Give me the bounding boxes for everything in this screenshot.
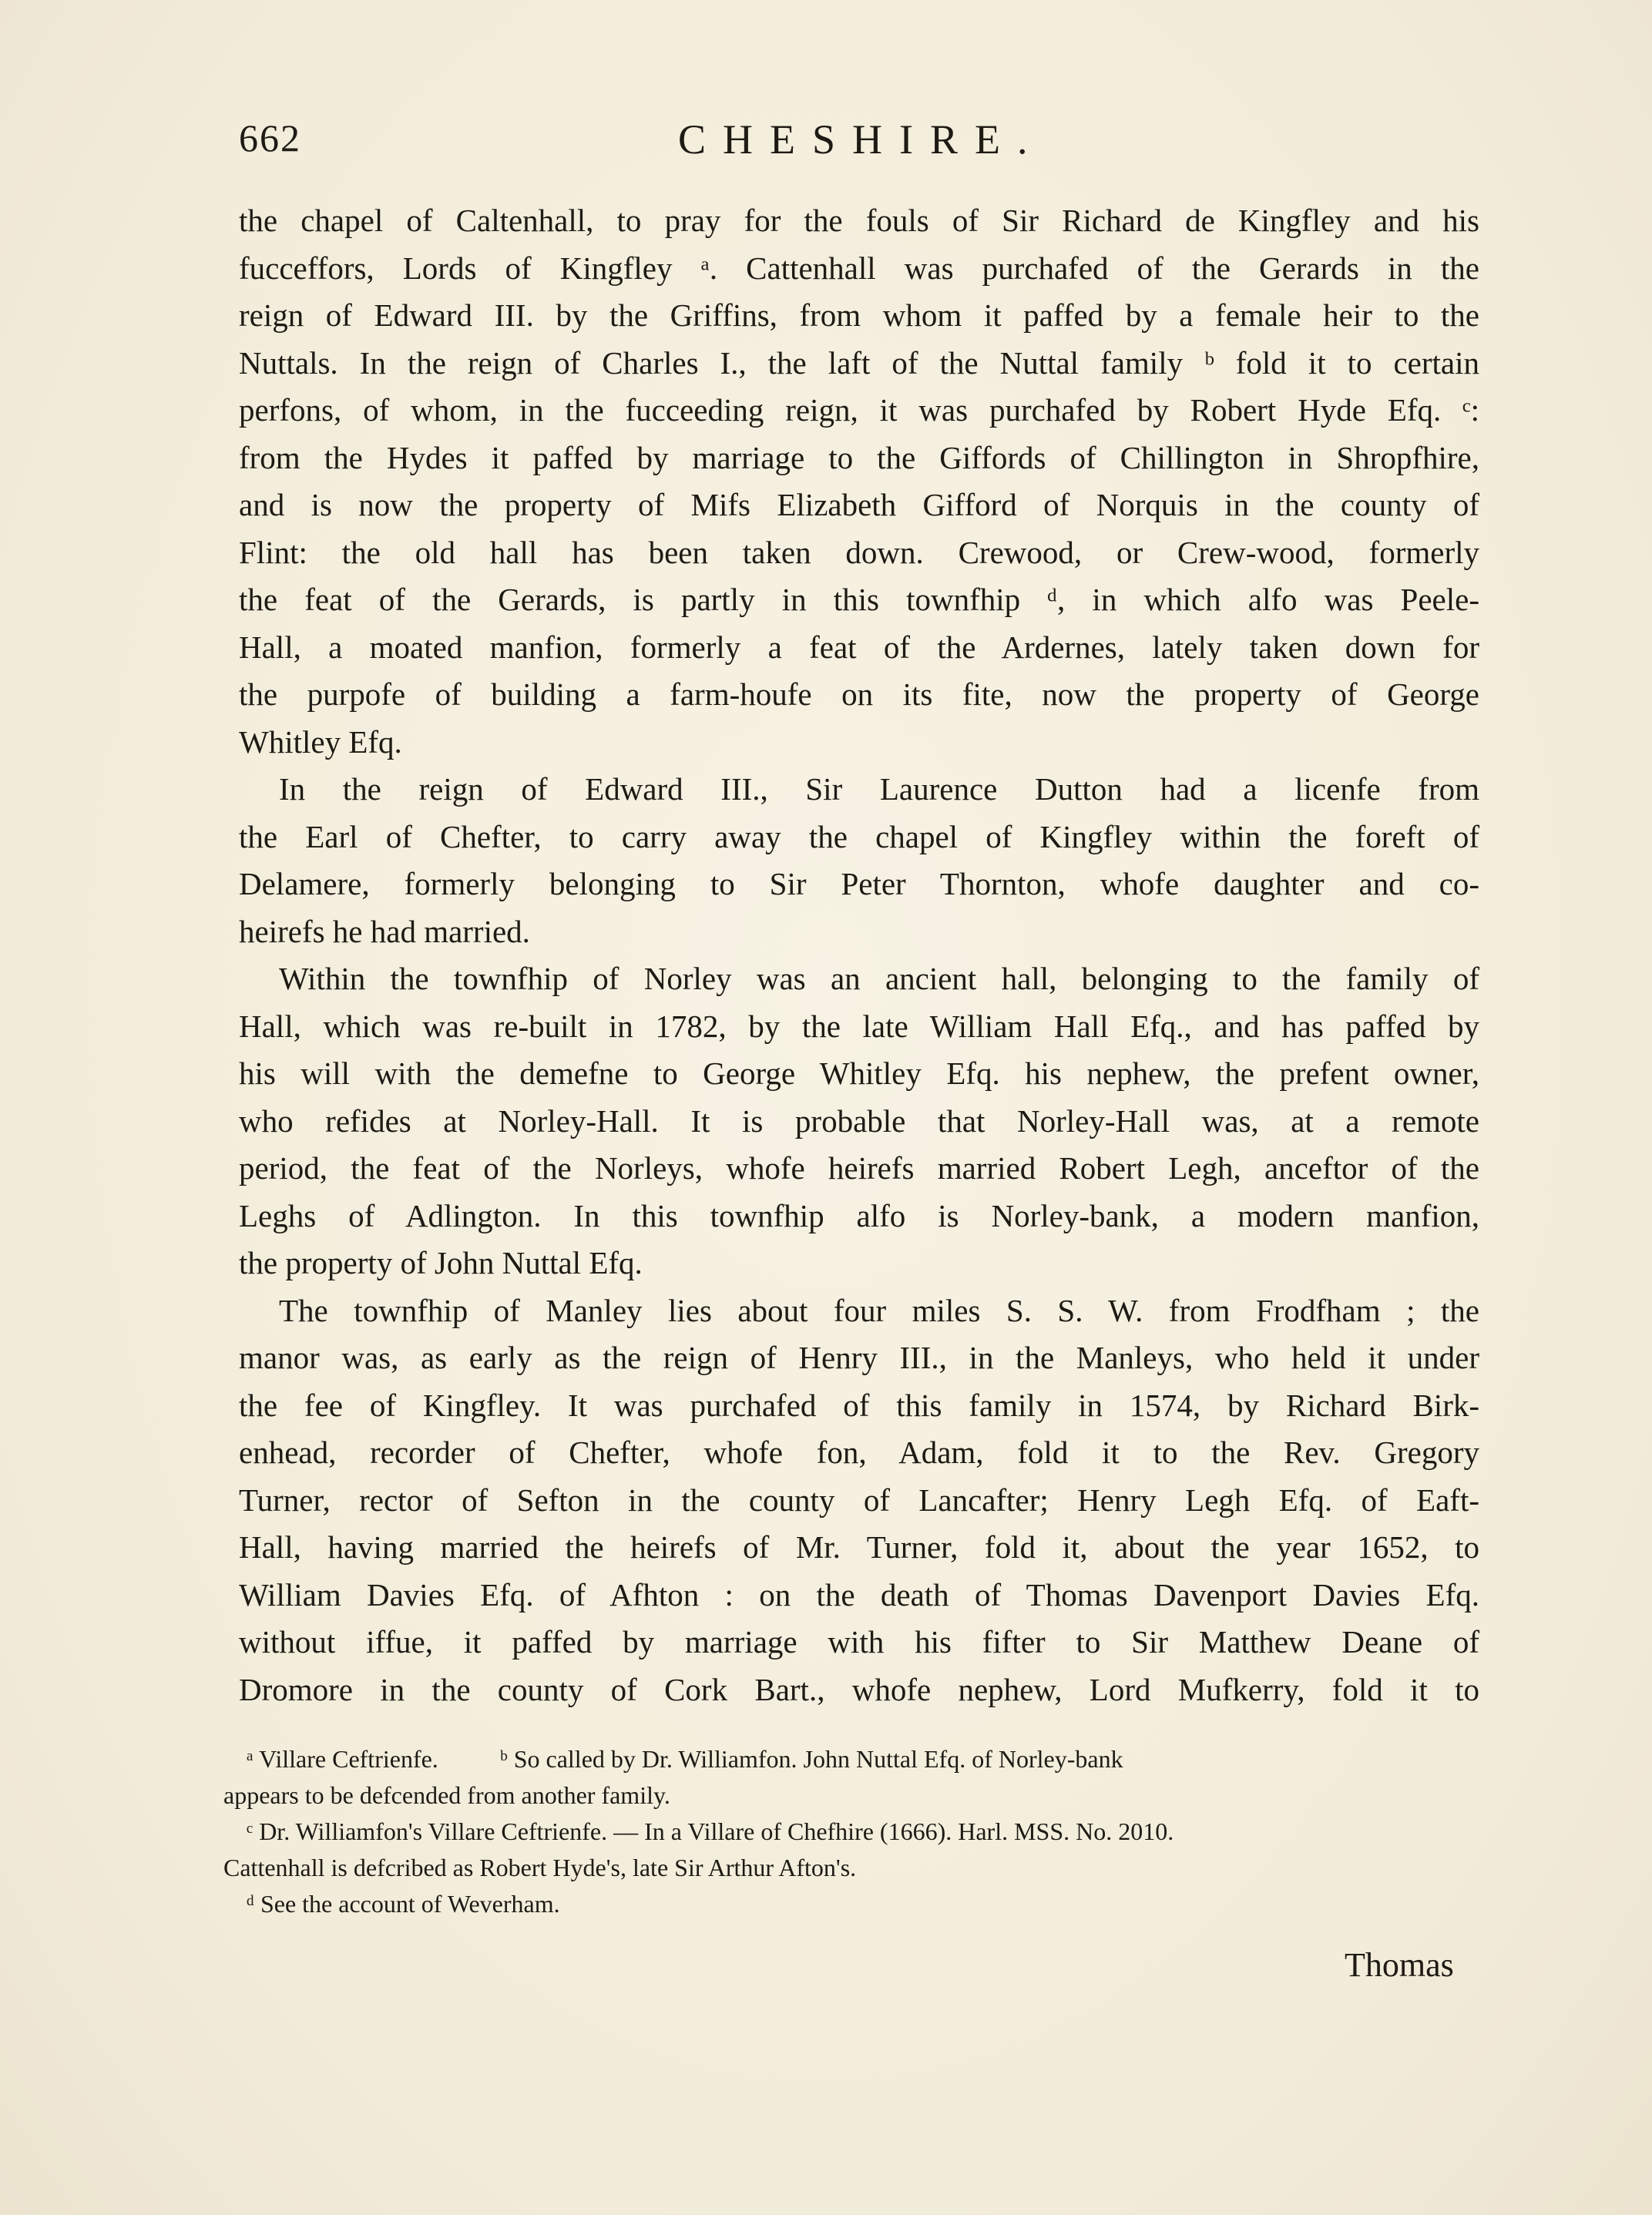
text-line: his will with the demefne to George Whitley Efq. his nephew, the prefent owner, bbox=[239, 1055, 1479, 1091]
text-line: William Davies Efq. of Afhton : on the death of Thomas Davenport Davies Efq. bbox=[239, 1576, 1479, 1613]
text-line: manor was, as early as the reign of Henry III., in the Manleys, who held it under bbox=[239, 1340, 1479, 1375]
text-line: Flint: the old hall has been taken down. Crewood, or Crew-wood, formerly bbox=[239, 534, 1479, 570]
catchword: Thomas bbox=[1345, 1946, 1454, 1984]
text-line: Dromore in the county of Cork Bart., whofe nephew, Lord Mufkerry, fold it to bbox=[239, 1671, 1479, 1707]
text-line: the fee of Kingfley. It was purchafed of this family in 1574, by Richard Birk- bbox=[239, 1387, 1479, 1423]
paragraph-start-line: Within the townfhip of Norley was an ancient hall, belonging to the family of bbox=[279, 961, 1479, 996]
text-line: Hall, a moated manfion, formerly a feat of the Ardernes, lately taken down for bbox=[239, 629, 1479, 665]
text-line: who refides at Norley-Hall. It is probable that Norley-Hall was, at a remote bbox=[239, 1102, 1479, 1139]
text-line: fucceffors, Lords of Kingfley ᵃ. Cattenhall was purchafed of the Gerards in the bbox=[239, 250, 1479, 286]
text-line: from the Hydes it paffed by marriage to the Giffords of Chillington in Shropfhire, bbox=[239, 439, 1479, 475]
text-line: Hall, having married the heirefs of Mr. Turner, fold it, about the year 1652, to bbox=[239, 1529, 1479, 1565]
footnotes bbox=[223, 1741, 1479, 1922]
paragraph-start-line: In the reign of Edward III., Sir Laurence Dutton had a licenfe from bbox=[279, 771, 1479, 807]
text-line: Whitley Efq. bbox=[239, 723, 402, 760]
text-line: heirefs he had married. bbox=[239, 913, 530, 949]
text-line: without iffue, it paffed by marriage with his fifter to Sir Matthew Deane of bbox=[239, 1624, 1479, 1660]
footnote-line: ᵈ See the account of Weverham. bbox=[247, 1890, 560, 1918]
text-line: perfons, of whom, in the fucceeding reign, it was purchafed by Robert Hyde Efq. ᶜ: bbox=[239, 392, 1479, 428]
text-line: Nuttals. In the reign of Charles I., the laft of the Nuttal family ᵇ fold it to certain bbox=[239, 344, 1479, 381]
paragraph-start-line: The townfhip of Manley lies about four miles S. S. W. from Frodfham ; the bbox=[279, 1292, 1479, 1328]
text-line: enhead, recorder of Chefter, whofe fon, Adam, fold it to the Rev. Gregory bbox=[239, 1435, 1479, 1470]
text-line: Turner, rector of Sefton in the county of Lancafter; Henry Legh Efq. of Eaft- bbox=[239, 1482, 1479, 1518]
text-line: Leghs of Adlington. In this townfhip alfo is Norley-bank, a modern manfion, bbox=[239, 1197, 1479, 1233]
footnote-line: ᵃ Villare Ceftrienfe. ᵇ So called by Dr. Williamfon. John Nuttal Efq. of Norley-bank bbox=[247, 1745, 1123, 1773]
text-line: period, the feat of the Norleys, whofe heirefs married Robert Legh, anceftor of the bbox=[239, 1150, 1479, 1186]
running-head bbox=[0, 116, 1652, 169]
text-line: Hall, which was re-built in 1782, by the late William Hall Efq., and has paffed by bbox=[239, 1008, 1479, 1044]
text-line: Delamere, formerly belonging to Sir Peter Thornton, whofe daughter and co- bbox=[239, 866, 1479, 901]
text-line: and is now the property of Mifs Elizabeth Gifford of Norquis in the county of bbox=[239, 487, 1479, 522]
footnote-line: ᶜ Dr. Williamfon's Villare Ceftrienfe. — In a Villare of Chefhire (1666). Harl. MSS. No. 2010. bbox=[247, 1817, 1174, 1845]
footnote-line: Cattenhall is defcribed as Robert Hyde's, late Sir Arthur Afton's. bbox=[223, 1854, 857, 1881]
text-line: the Earl of Chefter, to carry away the chapel of Kingfley within the foreft of bbox=[239, 818, 1479, 854]
body-text bbox=[239, 197, 1479, 1713]
text-line: reign of Edward III. by the Griffins, from whom it paffed by a female heir to the bbox=[239, 297, 1479, 333]
footnote-line: appears to be defcended from another family. bbox=[223, 1781, 670, 1809]
text-line: the purpofe of building a farm-houfe on its fite, now the property of George bbox=[239, 676, 1479, 712]
text-line: the chapel of Caltenhall, to pray for the fouls of Sir Richard de Kingfley and his bbox=[239, 203, 1479, 238]
text-line: the property of John Nuttal Efq. bbox=[239, 1245, 643, 1280]
text-line: the feat of the Gerards, is partly in this townfhip ᵈ, in which alfo was Peele- bbox=[239, 582, 1479, 617]
page-number: 662 bbox=[239, 116, 301, 159]
running-title: CHESHIRE. bbox=[678, 116, 1045, 163]
